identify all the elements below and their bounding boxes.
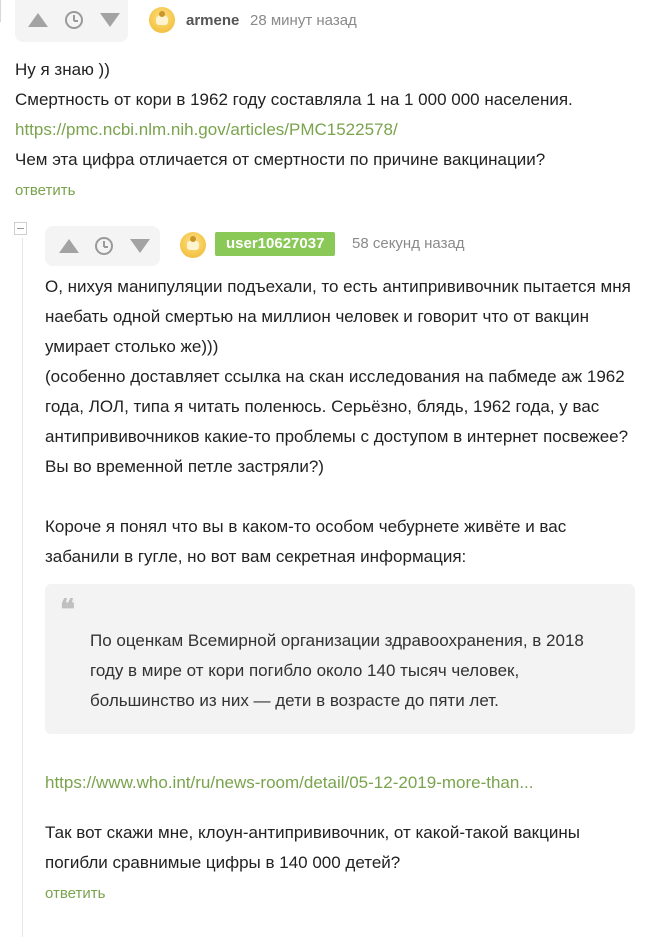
thread-top-line [0, 0, 1, 22]
source-link[interactable]: https://pmc.ncbi.nlm.nih.gov/articles/PMC1522578/ [15, 120, 398, 139]
comment-paragraph: (особенно доставляет ссылка на скан исследования на пабмеде аж 1962 года, ЛОЛ, типа я читать поленюсь. Серьёзно, блядь, 1962 года, у вас антипрививочников какие-то проблемы с доступом в интернет посвежее? Вы во временной петле застряли?) [45, 367, 629, 476]
thread-line [22, 238, 23, 937]
author-badge[interactable]: user10627037 [215, 232, 335, 256]
comment-time[interactable]: 58 секунд назад [352, 235, 465, 252]
comment-paragraph: Короче я понял что вы в каком-то особом чебурнете живёте и вас забанили в гугле, но вот вам секретная информация: [45, 517, 567, 566]
blockquote [45, 584, 635, 734]
comment [15, 0, 635, 206]
comment-text: Смертность от кори в 1962 году составляла 1 на 1 000 000 населения. [15, 90, 573, 109]
quote-icon: ❝ [60, 593, 76, 626]
reply-button[interactable]: ответить [45, 885, 106, 902]
comment-time[interactable]: 28 минут назад [250, 12, 357, 29]
comment-body [15, 55, 635, 206]
arrow-down-icon[interactable] [100, 13, 120, 27]
source-link[interactable]: https://www.who.int/ru/news-room/detail/05-12-2019-more-than... [45, 773, 534, 792]
avatar[interactable] [149, 7, 175, 33]
rating-panel [45, 226, 160, 266]
reply-button[interactable]: ответить [15, 182, 76, 199]
comment-header [15, 0, 635, 42]
rating-panel [15, 0, 128, 42]
author-name[interactable]: armene [186, 12, 240, 29]
comment-body [45, 272, 635, 909]
avatar[interactable] [180, 232, 206, 258]
comment-reply [45, 222, 635, 909]
arrow-down-icon[interactable] [130, 239, 150, 253]
arrow-up-icon[interactable] [59, 239, 79, 253]
quote-text: По оценкам Всемирной организации здравоохранения, в 2018 году в мире от кори погибло около 140 тысяч человек, большинство из них — дети в возрасте до пяти лет. [90, 631, 584, 710]
arrow-up-icon[interactable] [28, 13, 48, 27]
clock-icon[interactable] [95, 237, 113, 255]
collapse-thread-button[interactable] [14, 222, 27, 235]
comment-header [45, 222, 635, 264]
comment-text: Чем эта цифра отличается от смертности по причине вакцинации? [15, 150, 546, 169]
comment-paragraph: Так вот скажи мне, клоун-антипрививочник, от какой-такой вакцины погибли сравнимые цифры в 140 000 детей? [45, 823, 580, 872]
clock-icon[interactable] [65, 11, 83, 29]
comment-text: Ну я знаю )) [15, 60, 110, 79]
comment-paragraph: О, нихуя манипуляции подъехали, то есть антипрививочник пытается мня наебать одной смертью на миллион человек и говорит что от вакцин умирает столько же))) [45, 277, 631, 356]
